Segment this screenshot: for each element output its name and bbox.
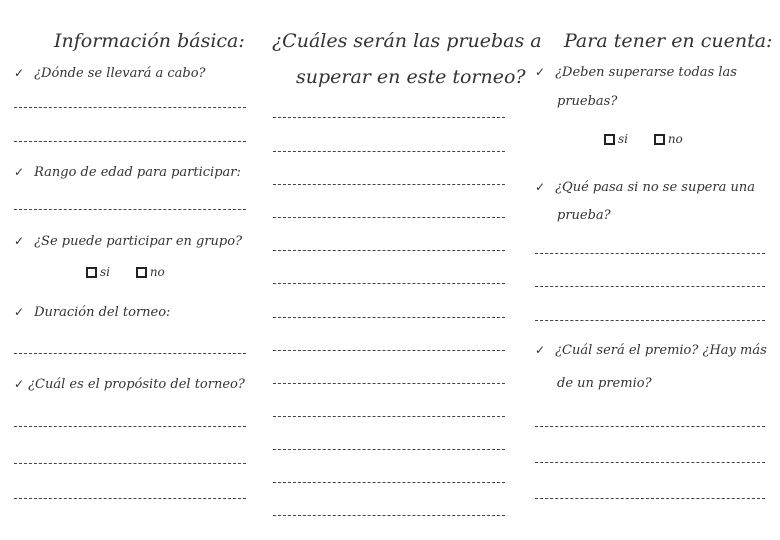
question-prize-line2: de un premio? (557, 376, 652, 391)
question-fail-test: ✓ ¿Qué pasa si no se supera una (535, 180, 755, 195)
answer-line[interactable] (14, 141, 246, 142)
answer-line[interactable] (273, 217, 505, 218)
middle-heading-line2: superar en este torneo? (296, 66, 526, 88)
answer-line[interactable] (14, 107, 246, 108)
middle-heading-line1: ¿Cuáles serán las pruebas a (272, 30, 542, 52)
answer-line[interactable] (535, 498, 765, 499)
checkbox-icon[interactable] (136, 267, 147, 278)
group-options (86, 265, 187, 279)
answer-line[interactable] (273, 317, 505, 318)
answer-line[interactable] (14, 426, 246, 427)
checkbox-icon[interactable] (86, 267, 97, 278)
answer-line[interactable] (535, 286, 765, 287)
answer-line[interactable] (273, 117, 505, 118)
answer-line[interactable] (535, 320, 765, 321)
answer-line[interactable] (14, 463, 246, 464)
option-yes[interactable]: si (86, 265, 110, 279)
question-purpose: ✓ ¿Cuál es el propósito del torneo? (14, 377, 245, 392)
answer-line[interactable] (273, 250, 505, 251)
answer-line[interactable] (273, 482, 505, 483)
question-prize: ✓ ¿Cuál será el premio? ¿Hay más (535, 343, 767, 358)
answer-line[interactable] (273, 416, 505, 417)
answer-line[interactable] (273, 151, 505, 152)
answer-line[interactable] (535, 462, 765, 463)
answer-line[interactable] (14, 209, 246, 210)
checkmark-icon: ✓ (535, 180, 546, 194)
checkmark-icon: ✓ (535, 343, 546, 357)
answer-line[interactable] (535, 253, 765, 254)
checkbox-icon[interactable] (604, 134, 615, 145)
option-no[interactable]: no (136, 265, 165, 279)
question-fail-test-line2: prueba? (557, 208, 611, 223)
answer-line[interactable] (273, 383, 505, 384)
option-no[interactable]: no (654, 132, 683, 146)
question-group: ✓ ¿Se puede participar en grupo? (14, 234, 243, 249)
question-duration: ✓ Duración del torneo: (14, 305, 171, 320)
checkmark-icon: ✓ (14, 305, 25, 319)
question-age-range: ✓ Rango de edad para participar: (14, 165, 241, 180)
answer-line[interactable] (273, 283, 505, 284)
all-tests-options (604, 132, 705, 146)
answer-line[interactable] (273, 449, 505, 450)
right-heading: Para tener en cuenta: (564, 30, 773, 52)
question-location: ✓ ¿Dónde se llevará a cabo? (14, 66, 206, 81)
answer-line[interactable] (273, 515, 505, 516)
question-all-tests: ✓ ¿Deben superarse todas las (535, 65, 737, 80)
checkmark-icon: ✓ (14, 66, 25, 80)
checkmark-icon: ✓ (14, 234, 25, 248)
answer-line[interactable] (535, 426, 765, 427)
left-heading: Información básica: (54, 30, 245, 52)
option-yes[interactable]: si (604, 132, 628, 146)
answer-line[interactable] (14, 498, 246, 499)
answer-line[interactable] (273, 350, 505, 351)
checkmark-icon: ✓ (535, 65, 546, 79)
checkmark-icon: ✓ (14, 377, 25, 391)
answer-line[interactable] (273, 184, 505, 185)
checkmark-icon: ✓ (14, 165, 25, 179)
checkbox-icon[interactable] (654, 134, 665, 145)
question-all-tests-line2: pruebas? (557, 94, 618, 109)
answer-line[interactable] (14, 353, 246, 354)
